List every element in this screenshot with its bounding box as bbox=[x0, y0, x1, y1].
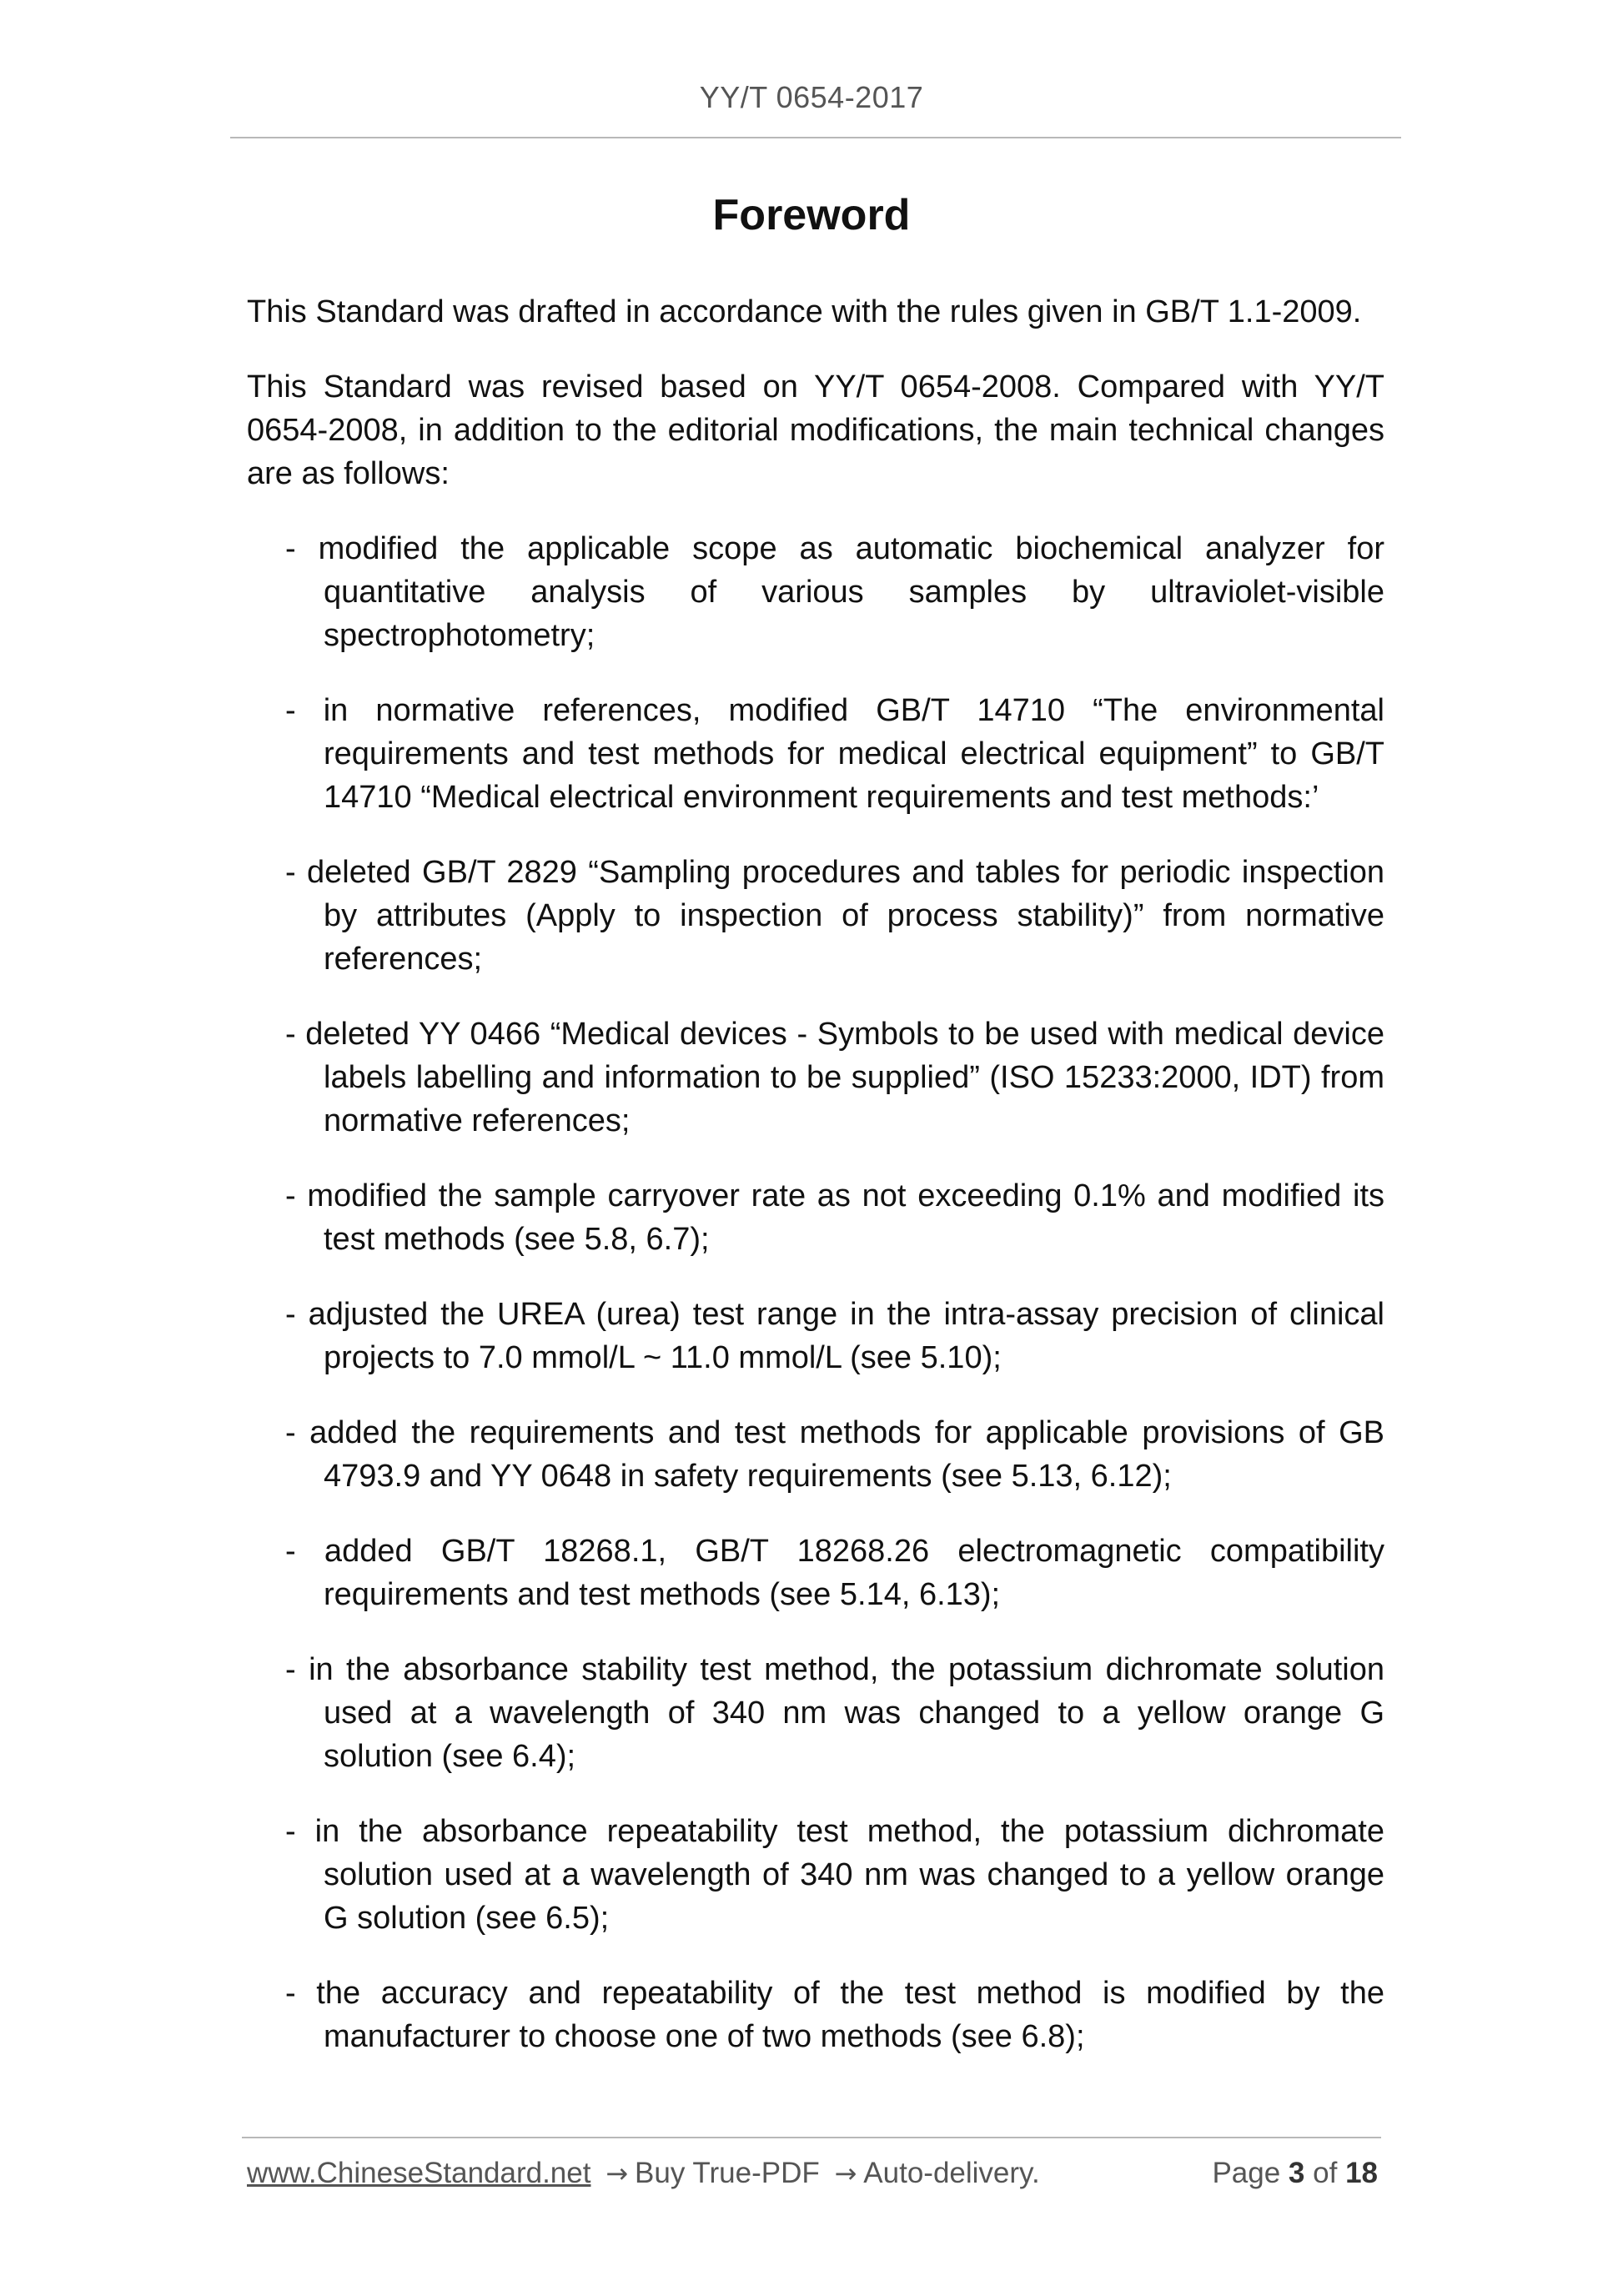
total-page-number: 18 bbox=[1345, 2157, 1378, 2189]
current-page-number: 3 bbox=[1288, 2157, 1305, 2189]
arrow-right-icon: → bbox=[834, 2158, 857, 2189]
list-item: - modified the sample carryover rate as not exceeding 0.1% and modified its test methods (see 5.8, 6.7); bbox=[285, 1178, 1384, 1257]
list-item: - added the requirements and test methods for applicable provisions of GB 4793.9 and YY 0648 in safety requirements (see 5.13, 6.12); bbox=[285, 1415, 1384, 1494]
technical-changes-list bbox=[247, 527, 1384, 2058]
list-item: - deleted YY 0466 “Medical devices - Symbols to be used with medical device labels labelling and information to be supplied” (ISO 15233:2000, IDT) from normative references; bbox=[285, 1017, 1384, 1138]
auto-delivery-text: Auto-delivery. bbox=[863, 2157, 1040, 2189]
list-item: - in normative references, modified GB/T 14710 “The environmental requirements and test methods for medical electrical equipment” to GB/T 14710 “Medical electrical environment requirements and test methods:’ bbox=[285, 693, 1384, 815]
intro-paragraph: This Standard was drafted in accordance with the rules given in GB/T 1.1-2009. bbox=[247, 294, 1362, 329]
list-item: - in the absorbance stability test method, the potassium dichromate solution used at a wavelength of 340 nm was changed to a yellow orange G solution (see 6.4); bbox=[285, 1652, 1384, 1774]
page-number bbox=[1212, 2157, 1378, 2190]
document-body bbox=[247, 290, 1384, 2090]
list-item: - deleted GB/T 2829 “Sampling procedures and tables for periodic inspection by attributes (Apply to inspection of process stability)” from normative references; bbox=[285, 855, 1384, 977]
document-code-header: YY/T 0654-2017 bbox=[699, 80, 924, 114]
footer-divider bbox=[242, 2137, 1381, 2138]
of-label: of bbox=[1313, 2157, 1338, 2189]
list-item: - in the absorbance repeatability test method, the potassium dichromate solution used at a wavelength of 340 nm was changed to a yellow orange G solution (see 6.5); bbox=[285, 1814, 1384, 1936]
page-footer bbox=[247, 2157, 1378, 2197]
buy-pdf-text: Buy True-PDF bbox=[635, 2157, 820, 2189]
list-item: - the accuracy and repeatability of the test method is modified by the manufacturer to choose one of two methods (see 6.8); bbox=[285, 1976, 1384, 2054]
header-divider bbox=[230, 137, 1401, 138]
intro-paragraph: This Standard was revised based on YY/T 0654-2008. Compared with YY/T 0654-2008, in addition to the editorial modifications, the main technical changes are as follows: bbox=[247, 369, 1384, 491]
list-item: - added GB/T 18268.1, GB/T 18268.26 electromagnetic compatibility requirements and test methods (see 5.14, 6.13); bbox=[285, 1534, 1384, 1612]
page-title: Foreword bbox=[712, 191, 911, 239]
site-link[interactable]: www.ChineseStandard.net bbox=[247, 2157, 591, 2189]
footer-promo bbox=[247, 2157, 1040, 2190]
list-item: - modified the applicable scope as automatic biochemical analyzer for quantitative analysis of various samples by ultraviolet-visible spectrophotometry; bbox=[285, 531, 1384, 653]
page-label: Page bbox=[1212, 2157, 1281, 2189]
arrow-right-icon: → bbox=[605, 2158, 629, 2189]
list-item: - adjusted the UREA (urea) test range in the intra-assay precision of clinical projects to 7.0 mmol/L ~ 11.0 mmol/L (see 5.10); bbox=[285, 1297, 1384, 1375]
